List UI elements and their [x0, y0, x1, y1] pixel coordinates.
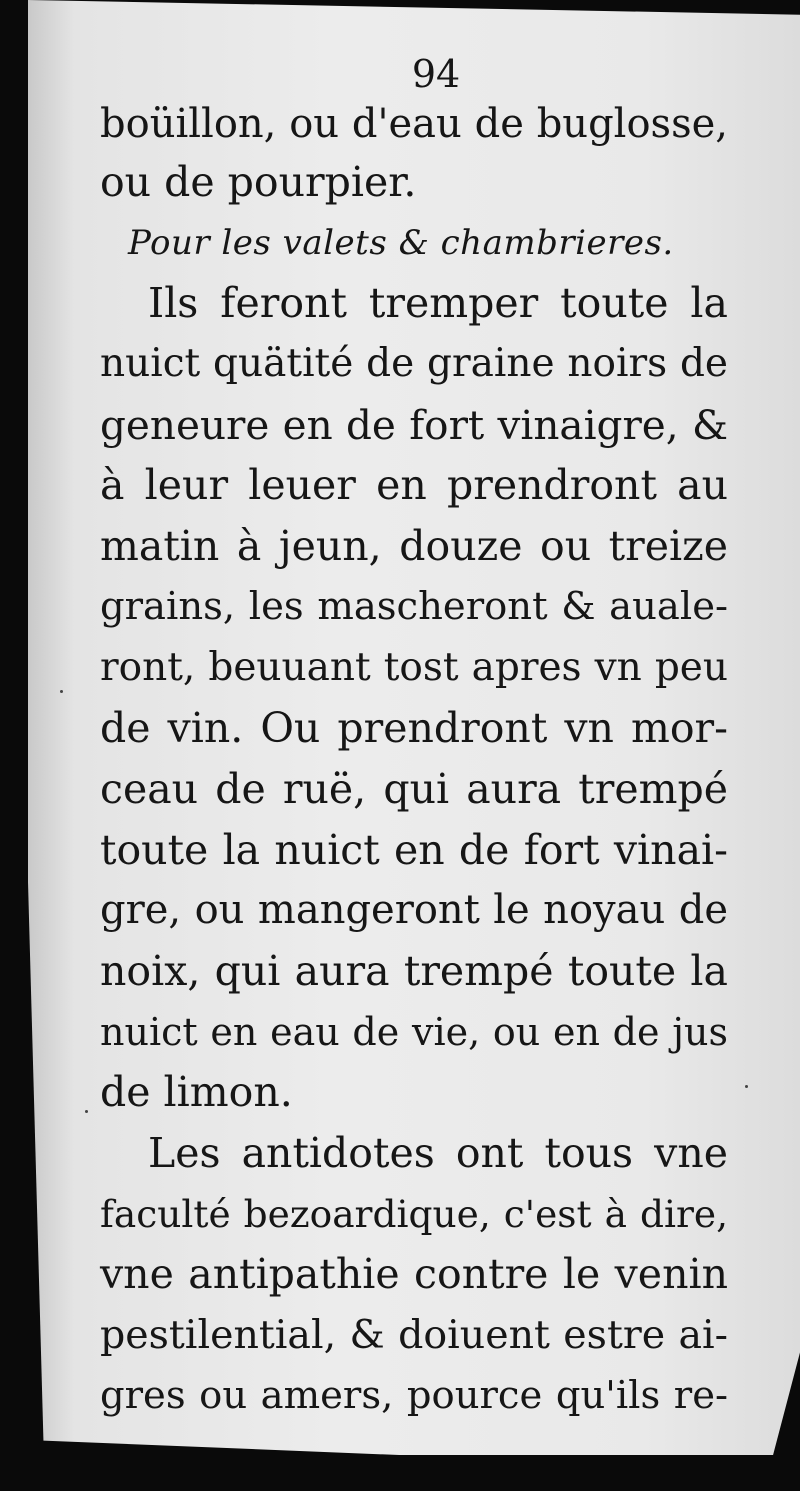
- text-line: à leur leuer en prendront au: [100, 461, 728, 510]
- text-line: de vin. Ou prendront vn mor-: [100, 704, 728, 753]
- text-line: toute la nuict en de fort vinai-: [100, 825, 728, 874]
- text-line: pestilential, & doiuent estre ai-: [100, 1312, 728, 1359]
- text-line: gre, ou mangeront le noyau de: [100, 887, 728, 934]
- text-line: gres ou amers, pource qu'ils re-: [100, 1372, 728, 1418]
- text-line: nuict en eau de vie, ou en de jus: [100, 1009, 728, 1054]
- page-number: 94: [411, 52, 461, 96]
- text-line: geneure en de fort vinaigre, &: [100, 400, 728, 449]
- text-line: ceau de ruë, qui aura trempé: [100, 764, 728, 813]
- section-heading: Pour les valets & chambrieres.: [128, 222, 674, 263]
- text-line: Ils feront tremper toute la: [148, 279, 728, 328]
- text-line: ou de pourpier.: [100, 158, 417, 206]
- text-line: matin à jeun, douze ou treize: [100, 522, 728, 571]
- ink-speck: [60, 690, 63, 693]
- text-line: noix, qui aura trempé toute la: [100, 946, 728, 995]
- ink-speck: [85, 1110, 88, 1113]
- text-line: boüillon, ou d'eau de buglosse,: [100, 101, 728, 147]
- scan-border: [0, 1455, 800, 1491]
- page-text-block: [100, 52, 728, 1426]
- text-line: Les antidotes ont tous vne: [148, 1129, 728, 1177]
- text-line: vne antipathie contre le venin: [100, 1250, 728, 1299]
- text-line: grains, les mascheront & auale-: [100, 583, 728, 629]
- text-line: faculté bezoardique, c'est à dire,: [100, 1191, 728, 1236]
- ink-speck: [745, 1085, 748, 1088]
- text-line: ront, beuuant tost apres vn peu: [100, 644, 728, 690]
- text-line: de limon.: [100, 1068, 293, 1117]
- text-line: nuict quätité de graine noirs de: [100, 341, 728, 387]
